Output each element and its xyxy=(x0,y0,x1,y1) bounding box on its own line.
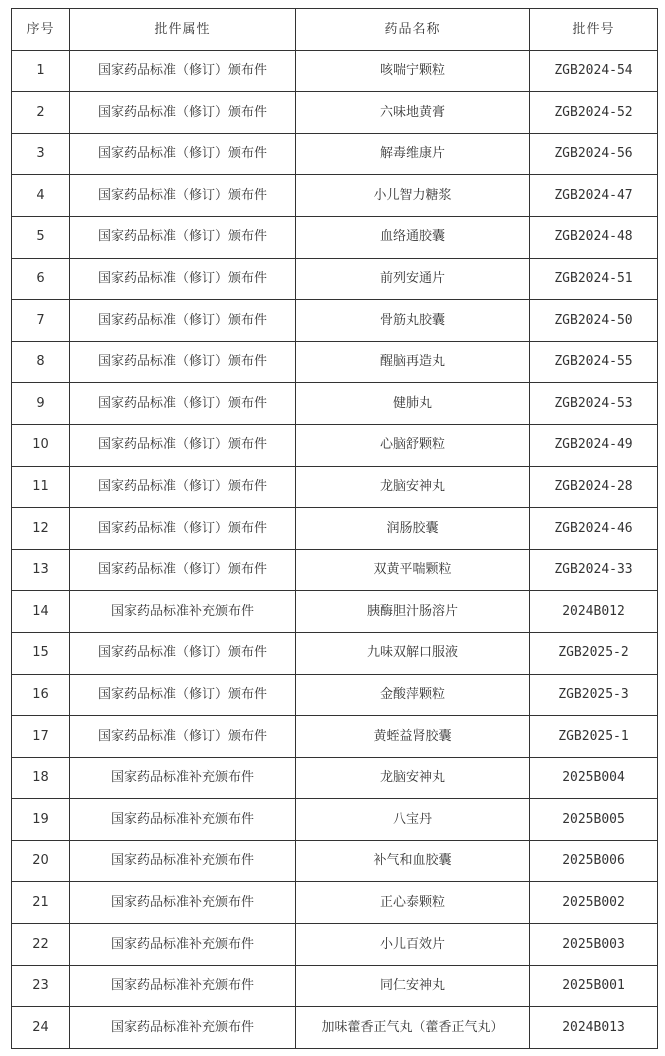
cell-drug-name: 九味双解口服液 xyxy=(296,632,530,674)
cell-drug-name: 小儿百效片 xyxy=(296,924,530,966)
cell-serial-number: 8 xyxy=(12,341,70,383)
table-row xyxy=(12,300,658,342)
cell-drug-name: 正心泰颗粒 xyxy=(296,882,530,924)
cell-drug-name: 骨筋丸胶囊 xyxy=(296,300,530,342)
header-row xyxy=(12,9,658,51)
table-row xyxy=(12,424,658,466)
table-row xyxy=(12,549,658,591)
cell-serial-number: 3 xyxy=(12,133,70,175)
cell-approval-attribute: 国家药品标准（修订）颁布件 xyxy=(70,424,296,466)
cell-approval-attribute: 国家药品标准补充颁布件 xyxy=(70,799,296,841)
cell-approval-number: 2024B013 xyxy=(530,1007,658,1049)
cell-serial-number: 6 xyxy=(12,258,70,300)
cell-serial-number: 1 xyxy=(12,50,70,92)
cell-approval-number: ZGB2024-54 xyxy=(530,50,658,92)
cell-serial-number: 22 xyxy=(12,924,70,966)
cell-approval-number: ZGB2024-52 xyxy=(530,92,658,134)
cell-serial-number: 19 xyxy=(12,799,70,841)
cell-approval-number: 2025B004 xyxy=(530,757,658,799)
cell-approval-number: ZGB2025-1 xyxy=(530,716,658,758)
table-header xyxy=(12,9,658,51)
cell-drug-name: 小儿智力糖浆 xyxy=(296,175,530,217)
cell-approval-number: ZGB2024-33 xyxy=(530,549,658,591)
cell-approval-number: 2025B001 xyxy=(530,965,658,1007)
cell-approval-attribute: 国家药品标准（修订）颁布件 xyxy=(70,716,296,758)
cell-drug-name: 双黄平喘颗粒 xyxy=(296,549,530,591)
cell-approval-attribute: 国家药品标准（修订）颁布件 xyxy=(70,50,296,92)
cell-drug-name: 同仁安神丸 xyxy=(296,965,530,1007)
cell-serial-number: 20 xyxy=(12,840,70,882)
cell-approval-number: 2025B005 xyxy=(530,799,658,841)
header-approval-number: 批件号 xyxy=(530,9,658,51)
cell-serial-number: 12 xyxy=(12,508,70,550)
cell-drug-name: 六味地黄膏 xyxy=(296,92,530,134)
cell-approval-number: ZGB2024-47 xyxy=(530,175,658,217)
cell-approval-attribute: 国家药品标准（修订）颁布件 xyxy=(70,466,296,508)
table-row xyxy=(12,50,658,92)
cell-approval-number: ZGB2024-53 xyxy=(530,383,658,425)
cell-approval-number: ZGB2024-48 xyxy=(530,216,658,258)
table-row xyxy=(12,175,658,217)
table-row xyxy=(12,924,658,966)
cell-approval-attribute: 国家药品标准（修订）颁布件 xyxy=(70,383,296,425)
cell-serial-number: 24 xyxy=(12,1007,70,1049)
table-row xyxy=(12,716,658,758)
cell-serial-number: 4 xyxy=(12,175,70,217)
table-row xyxy=(12,965,658,1007)
cell-drug-name: 八宝丹 xyxy=(296,799,530,841)
cell-approval-attribute: 国家药品标准补充颁布件 xyxy=(70,924,296,966)
cell-drug-name: 润肠胶囊 xyxy=(296,508,530,550)
cell-approval-number: ZGB2024-51 xyxy=(530,258,658,300)
cell-approval-attribute: 国家药品标准（修订）颁布件 xyxy=(70,508,296,550)
cell-approval-number: ZGB2024-55 xyxy=(530,341,658,383)
cell-approval-attribute: 国家药品标准补充颁布件 xyxy=(70,1007,296,1049)
cell-approval-attribute: 国家药品标准（修订）颁布件 xyxy=(70,341,296,383)
cell-approval-number: 2025B006 xyxy=(530,840,658,882)
cell-serial-number: 7 xyxy=(12,300,70,342)
cell-approval-number: ZGB2025-2 xyxy=(530,632,658,674)
table-row xyxy=(12,591,658,633)
cell-drug-name: 加味藿香正气丸（藿香正气丸） xyxy=(296,1007,530,1049)
cell-serial-number: 23 xyxy=(12,965,70,1007)
table-body xyxy=(12,50,658,1048)
table-row xyxy=(12,882,658,924)
cell-serial-number: 21 xyxy=(12,882,70,924)
table-row xyxy=(12,133,658,175)
cell-approval-attribute: 国家药品标准（修订）颁布件 xyxy=(70,674,296,716)
cell-approval-number: 2025B003 xyxy=(530,924,658,966)
cell-serial-number: 17 xyxy=(12,716,70,758)
cell-serial-number: 2 xyxy=(12,92,70,134)
cell-approval-number: ZGB2024-56 xyxy=(530,133,658,175)
header-approval-attribute: 批件属性 xyxy=(70,9,296,51)
cell-approval-attribute: 国家药品标准（修订）颁布件 xyxy=(70,632,296,674)
cell-serial-number: 9 xyxy=(12,383,70,425)
cell-drug-name: 金酸萍颗粒 xyxy=(296,674,530,716)
cell-approval-attribute: 国家药品标准（修订）颁布件 xyxy=(70,133,296,175)
table-row xyxy=(12,799,658,841)
table-row xyxy=(12,840,658,882)
cell-serial-number: 10 xyxy=(12,424,70,466)
table-row xyxy=(12,757,658,799)
table-row xyxy=(12,341,658,383)
header-drug-name: 药品名称 xyxy=(296,9,530,51)
cell-drug-name: 黄蛭益肾胶囊 xyxy=(296,716,530,758)
cell-serial-number: 14 xyxy=(12,591,70,633)
cell-drug-name: 前列安通片 xyxy=(296,258,530,300)
cell-serial-number: 18 xyxy=(12,757,70,799)
cell-approval-attribute: 国家药品标准补充颁布件 xyxy=(70,965,296,1007)
cell-drug-name: 胰酶胆汁肠溶片 xyxy=(296,591,530,633)
table-row xyxy=(12,92,658,134)
cell-approval-attribute: 国家药品标准（修订）颁布件 xyxy=(70,92,296,134)
table-row xyxy=(12,258,658,300)
cell-drug-name: 咳喘宁颗粒 xyxy=(296,50,530,92)
cell-drug-name: 血络通胶囊 xyxy=(296,216,530,258)
table-row xyxy=(12,466,658,508)
cell-approval-attribute: 国家药品标准补充颁布件 xyxy=(70,882,296,924)
cell-approval-number: ZGB2024-46 xyxy=(530,508,658,550)
cell-approval-number: ZGB2024-50 xyxy=(530,300,658,342)
cell-serial-number: 15 xyxy=(12,632,70,674)
cell-approval-attribute: 国家药品标准（修订）颁布件 xyxy=(70,216,296,258)
header-serial-number: 序号 xyxy=(12,9,70,51)
cell-drug-name: 龙脑安神丸 xyxy=(296,757,530,799)
cell-approval-number: 2025B002 xyxy=(530,882,658,924)
cell-serial-number: 5 xyxy=(12,216,70,258)
cell-serial-number: 13 xyxy=(12,549,70,591)
table-row xyxy=(12,674,658,716)
table-row xyxy=(12,632,658,674)
cell-approval-number: ZGB2024-49 xyxy=(530,424,658,466)
cell-approval-attribute: 国家药品标准（修订）颁布件 xyxy=(70,300,296,342)
cell-serial-number: 16 xyxy=(12,674,70,716)
cell-approval-attribute: 国家药品标准（修订）颁布件 xyxy=(70,175,296,217)
cell-drug-name: 醒脑再造丸 xyxy=(296,341,530,383)
cell-approval-number: 2024B012 xyxy=(530,591,658,633)
cell-approval-number: ZGB2025-3 xyxy=(530,674,658,716)
cell-approval-attribute: 国家药品标准补充颁布件 xyxy=(70,840,296,882)
cell-approval-attribute: 国家药品标准补充颁布件 xyxy=(70,757,296,799)
cell-approval-attribute: 国家药品标准补充颁布件 xyxy=(70,591,296,633)
cell-drug-name: 解毒维康片 xyxy=(296,133,530,175)
cell-approval-number: ZGB2024-28 xyxy=(530,466,658,508)
table-row xyxy=(12,383,658,425)
drug-approval-table xyxy=(11,8,658,1049)
cell-drug-name: 健肺丸 xyxy=(296,383,530,425)
cell-drug-name: 补气和血胶囊 xyxy=(296,840,530,882)
table-row xyxy=(12,1007,658,1049)
table-row xyxy=(12,508,658,550)
table-row xyxy=(12,216,658,258)
cell-approval-attribute: 国家药品标准（修订）颁布件 xyxy=(70,258,296,300)
cell-drug-name: 龙脑安神丸 xyxy=(296,466,530,508)
cell-drug-name: 心脑舒颗粒 xyxy=(296,424,530,466)
cell-approval-attribute: 国家药品标准（修订）颁布件 xyxy=(70,549,296,591)
cell-serial-number: 11 xyxy=(12,466,70,508)
